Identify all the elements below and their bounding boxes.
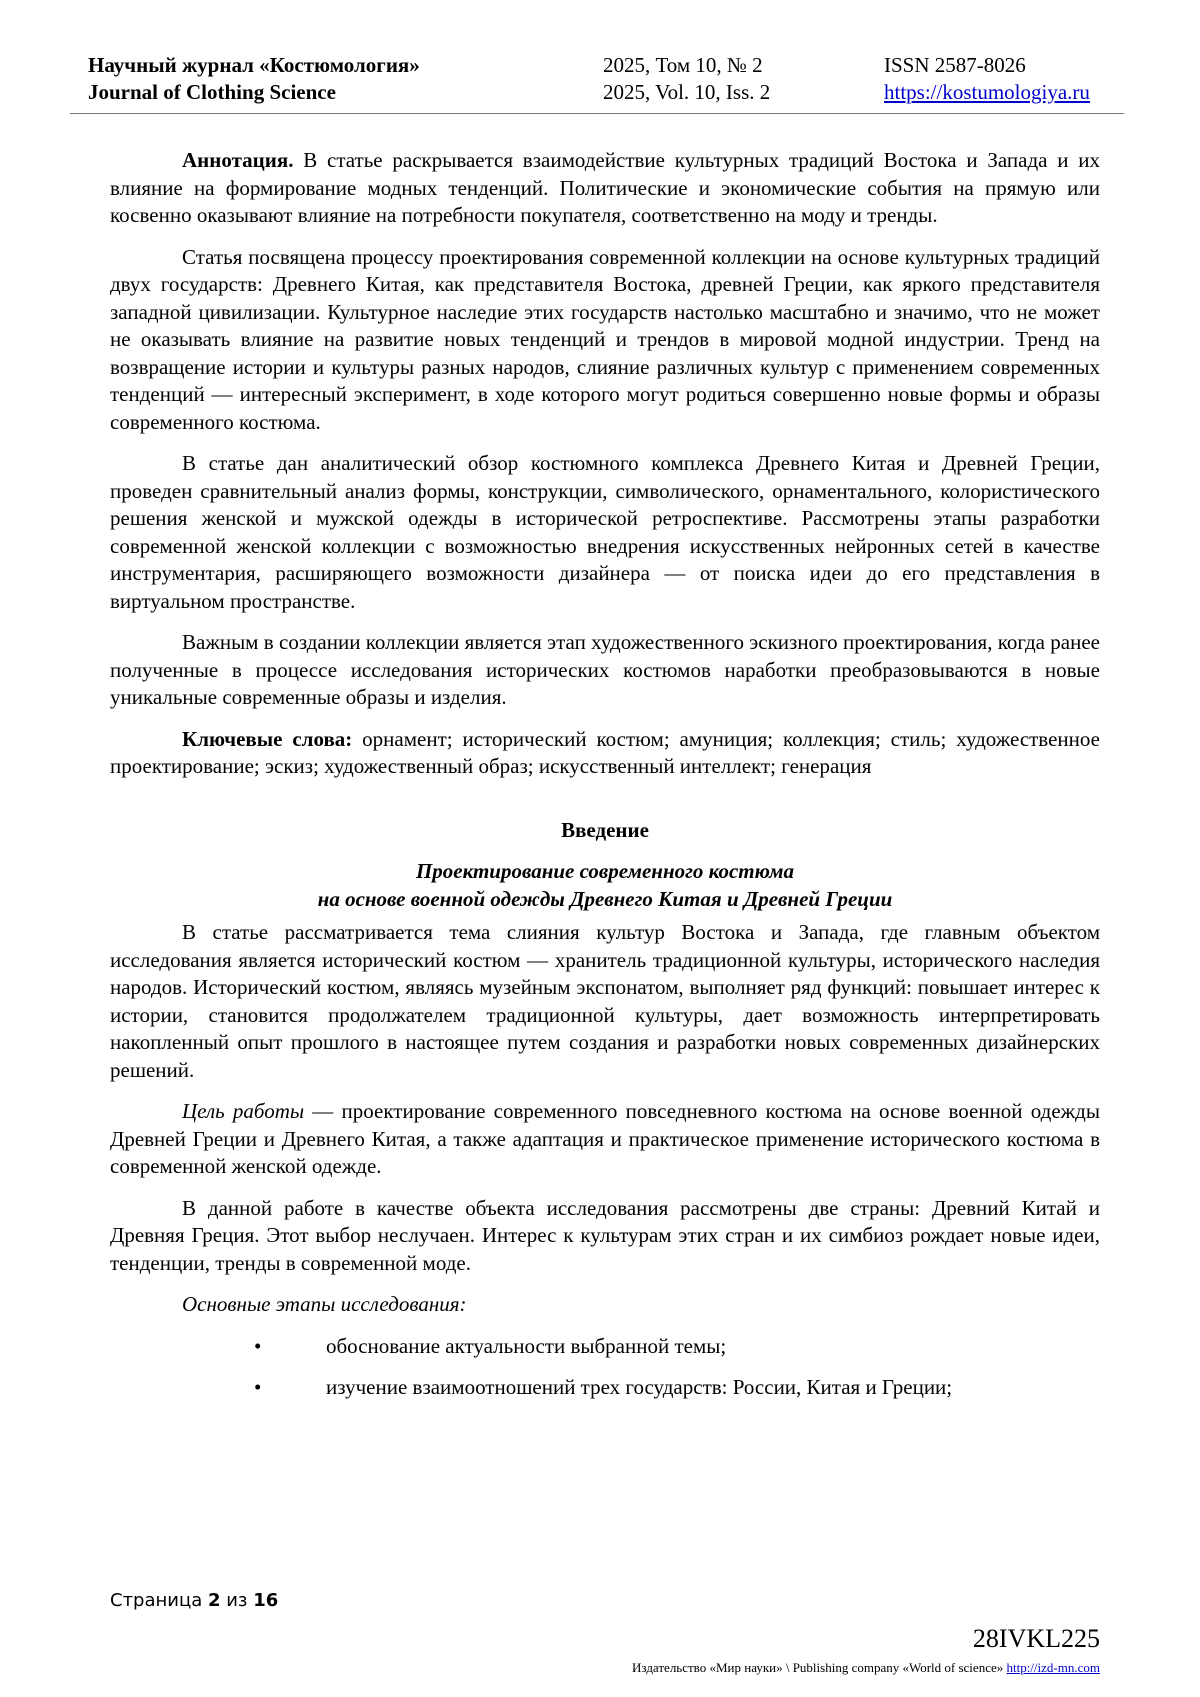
bullet-icon: • (254, 1333, 262, 1358)
journal-url-link[interactable]: https://kostumologiya.ru (884, 80, 1090, 104)
abstract-paragraph: Важным в создании коллекции является этап художественного эскизного проектирования, когда ранее полученные в процессе исследования исторических костюмов наработки преобразовываются в новые уникальные современные образы и изделия. (110, 630, 1100, 709)
issn-block (884, 52, 1090, 106)
bullet-icon: • (254, 1375, 262, 1399)
header-divider (70, 113, 1124, 114)
journal-title-en: Journal of Clothing Science (88, 80, 336, 104)
list-item: • изучение взаимоотношений трех государств: России, Китая и Греции; (110, 1374, 1100, 1402)
list-item: • обоснование актуальности выбранной темы; (110, 1333, 1100, 1361)
section-subtitle: Проектирование современного костюма на основе военной одежды Древнего Китая и Древней Греции (317, 859, 893, 911)
journal-title-ru: Научный журнал «Костюмология» (88, 53, 420, 77)
issn: ISSN 2587-8026 (884, 53, 1026, 77)
abstract-paragraph: В статье дан аналитический обзор костюмного комплекса Древнего Китая и Древней Греции, проведен сравнительный анализ формы, конструкции, символического, орнаментального, колористического решения женской и мужской одежды в исторической ретроспективе. Рассмотрены этапы разработки современной женской коллекции с возможностью внедрения искусственных нейронных сетей в качестве инструментария, расширяющего возможности дизайнера — от поиска идеи до его представления в виртуальном пространстве. (110, 451, 1100, 613)
abstract-paragraph: Статья посвящена процессу проектирования современной коллекции на основе культурных традиций двух государств: Древнего Китая, как представителя Востока, древней Греции, как яркого представителя западной цивилизации. Культурное наследие этих государств настолько масштабно и значимо, что не может не оказывать влияние на развитие новых тенденций и трендов в мировой модной индустрии. Тренд на возвращение истории и культуры разных народов, слияние различных культур с применением современных тенденций — интересный эксперимент, в ходе которого могут родиться совершенно новые формы и образы современного костюма. (110, 244, 1100, 434)
journal-header (88, 52, 1124, 112)
journal-title-block (88, 52, 420, 106)
abstract-paragraph: Аннотация. В статье раскрывается взаимодействие культурных традиций Востока и Запада и их влияние на формирование модных тенденций. Политические и экономические события на прямую или косвенно оказывают влияние на потребности покупателя, соответственно на моду и тренды. (110, 148, 1100, 227)
page-number: Страница 2 из 16 (110, 1590, 279, 1611)
keywords-paragraph (110, 726, 1100, 781)
publisher-line: Издательство «Мир науки» \ Publishing company «World of science» http://izd-mn.com (632, 1660, 1100, 1675)
section-title: Введение (561, 817, 649, 842)
publisher-url-link[interactable]: http://izd-mn.com (1006, 1660, 1100, 1675)
issue-block (603, 52, 770, 106)
abstract-label: Аннотация. (182, 148, 294, 172)
goal-paragraph: Цель работы — проектирование современного повседневного костюма на основе военной одежды Древней Греции и Древнего Китая, а также адаптация и практическое применение исторического костюма в современной женской одежде. (110, 1099, 1100, 1178)
keywords-list: орнамент; исторический костюм; амуниция; коллекция; стиль; художественное проектирование; эскиз; художественный образ; искусственный интеллект; генерация (110, 726, 1100, 778)
goal-label: Цель работы (182, 1099, 305, 1123)
stages-label: Основные этапы исследования: (182, 1292, 467, 1316)
issue-ru: 2025, Том 10, № 2 (603, 53, 763, 77)
issue-en: 2025, Vol. 10, Iss. 2 (603, 80, 771, 104)
keywords-label: Ключевые слова: (182, 726, 353, 751)
intro-paragraph: В данной работе в качестве объекта исследования рассмотрены две страны: Древний Китай и Древняя Греция. Этот выбор неслучаен. Интерес к культурам этих стран и их симбиоз рождает новые идеи, тенденции, тренды в современной моде. (110, 1195, 1100, 1275)
article-code: 28IVKL225 (972, 1624, 1100, 1653)
intro-paragraph: В статье рассматривается тема слияния культур Востока и Запада, где главным объектом исследования является исторический костюм — хранитель традиционной культуры, исторического наследия народов. Исторический костюм, являясь музейным экспонатом, выполняет ряд функций: повышает интерес к истории, становится продолжателем традиционной культуры, дает возможность интерпретировать накопленный опыт прошлого в настоящее путем создания и разработки новых современных дизайнерских решений. (110, 920, 1100, 1082)
article-body (110, 147, 1100, 1416)
